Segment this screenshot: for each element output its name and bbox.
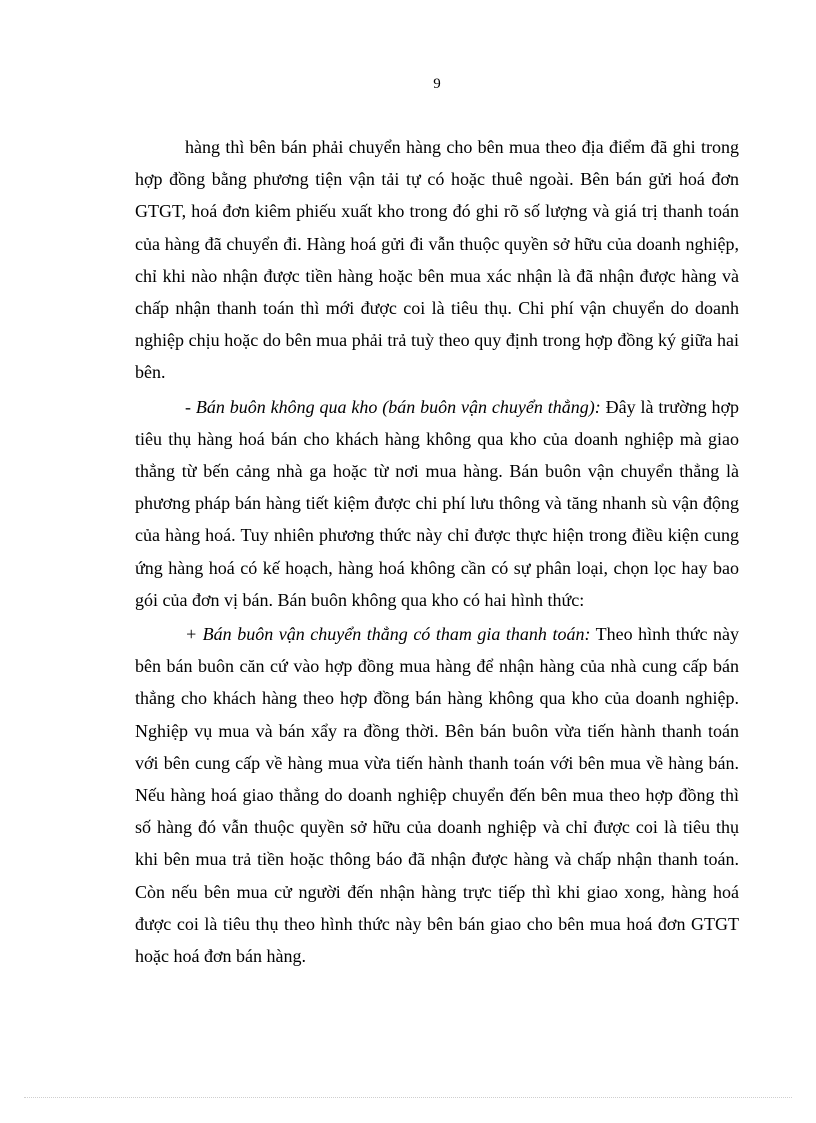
paragraph-text: Đây là trường hợp tiêu thụ hàng hoá bán cho khách hàng không qua kho của doanh nghiệp mà giao thẳng từ bến cảng nhà ga hoặc từ nơi mua hàng. Bán buôn vận chuyển thẳng là phương pháp bán hàng tiết kiệm được chi phí lưu thông và tăng nhanh sù vận động của hàng hoá. Tuy nhiên phương thức này chỉ được thực hiện trong điều kiện cung ứng hàng hoá có kế hoạch, hàng hoá không cần có sự phân loại, chọn lọc hay bao gói của đơn vị bán. Bán buôn không qua kho có hai hình thức: <box>135 396 739 610</box>
paragraph-shipping-terms <box>135 131 739 389</box>
paragraph-text: Theo hình thức này bên bán buôn căn cứ vào hợp đồng mua hàng để nhận hàng của nhà cung cấp bán thẳng cho khách hàng theo hợp đồng bán hàng không qua kho của doanh nghiệp. Nghiệp vụ mua và bán xẩy ra đồng thời. Bên bán buôn vừa tiến hành thanh toán với bên cung cấp về hàng mua vừa tiến hành thanh toán với bên mua về hàng bán. Nếu hàng hoá giao thẳng do doanh nghiệp chuyển đến bên mua theo hợp đồng thì số hàng đó vẫn thuộc quyền sở hữu của doanh nghiệp và chỉ được coi là tiêu thụ khi bên mua trả tiền hoặc thông báo đã nhận được hàng và chấp nhận thanh toán. Còn nếu bên mua cử người đến nhận hàng trực tiếp thì khi giao xong, hàng hoá được coi là tiêu thụ theo hình thức này bên bán giao cho bên mua hoá đơn GTGT hoặc hoá đơn bán hàng. <box>135 624 739 967</box>
paragraph-lead-heading: + Bán buôn vận chuyển thẳng có tham gia thanh toán: <box>185 624 591 645</box>
paragraph-wholesale-direct <box>135 391 739 616</box>
paragraph-lead-heading: - Bán buôn không qua kho (bán buôn vận chuyển thẳng): <box>185 396 601 417</box>
page-number: 9 <box>433 76 441 92</box>
paragraph-wholesale-with-payment <box>135 618 739 972</box>
page-bottom-divider <box>24 1097 792 1098</box>
document-body <box>135 131 739 972</box>
paragraph-text: hàng thì bên bán phải chuyển hàng cho bên mua theo địa điểm đã ghi trong hợp đồng bằng phương tiện vận tải tự có hoặc thuê ngoài. Bên bán gửi hoá đơn GTGT, hoá đơn kiêm phiếu xuất kho trong đó ghi rõ số lượng và giá trị thanh toán của hàng đã chuyển đi. Hàng hoá gửi đi vẫn thuộc quyền sở hữu của doanh nghiệp, chỉ khi nào nhận được tiền hàng hoặc bên mua xác nhận là đã nhận được hàng và chấp nhận thanh toán thì mới được coi là tiêu thụ. Chi phí vận chuyển do doanh nghiệp chịu hoặc do bên mua phải trả tuỳ theo quy định trong hợp đồng ký giữa hai bên. <box>135 137 739 383</box>
